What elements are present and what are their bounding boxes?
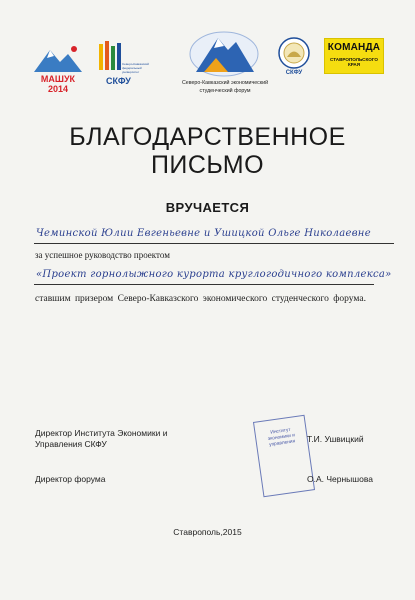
header-logos — [0, 28, 415, 108]
forum-logo — [181, 28, 269, 128]
title-line-1: БЛАГОДАРСТВЕННОЕ — [69, 123, 346, 151]
forum-caption: Северо-Кавказский экономический студенческий форум — [181, 80, 269, 94]
mashuk-label: МАШУК 2014 — [40, 74, 76, 94]
stamp-text: Институт экономики и управления — [267, 427, 296, 448]
director-forum-name: О.А. Чернышова — [307, 474, 373, 484]
skfu-logo — [96, 38, 158, 90]
round-logo-label: СКФУ — [285, 70, 303, 76]
managed-project-text: за успешное руководство проектом — [35, 250, 170, 260]
director-institute-name: Т.И. Ушвицкий — [307, 434, 364, 444]
mashuk-logo — [30, 40, 86, 94]
director-institute-label: Директор Института Экономики и Управления СКФУ — [35, 428, 168, 449]
official-stamp — [253, 415, 315, 497]
komanda-logo — [324, 38, 384, 74]
komanda-subtitle: СТАВРОПОЛЬСКОГО КРАЯ — [330, 57, 378, 67]
recipients-handwritten: Чеминской Юлии Евгеньевне и Ушицкой Ольге Николаевне — [36, 228, 371, 239]
document-title — [0, 123, 415, 179]
recipients-underline — [34, 243, 394, 244]
skfu-caption: Северо-Кавказский федеральный университет — [122, 62, 149, 74]
forum-mountain-icon — [184, 28, 264, 78]
award-body-text: ставшим призером Северо-Кавказского экономического студенческого форума. — [35, 294, 366, 304]
director-forum-label: Директор форума — [35, 474, 106, 484]
skfu-label: СКФУ — [106, 76, 131, 86]
komanda-title: КОМАНДА — [327, 42, 381, 53]
project-underline — [34, 284, 374, 285]
title-line-2: ПИСЬМО — [150, 151, 265, 179]
presented-to-heading: ВРУЧАЕТСЯ — [165, 200, 250, 215]
lamp-emblem-icon — [272, 36, 316, 70]
mountain-icon — [30, 40, 86, 74]
project-handwritten: «Проект горнолыжного курорта круглогодичного комплекса» — [36, 269, 392, 280]
university-round-logo — [272, 36, 316, 84]
place-and-year: Ставрополь,2015 — [173, 527, 242, 537]
